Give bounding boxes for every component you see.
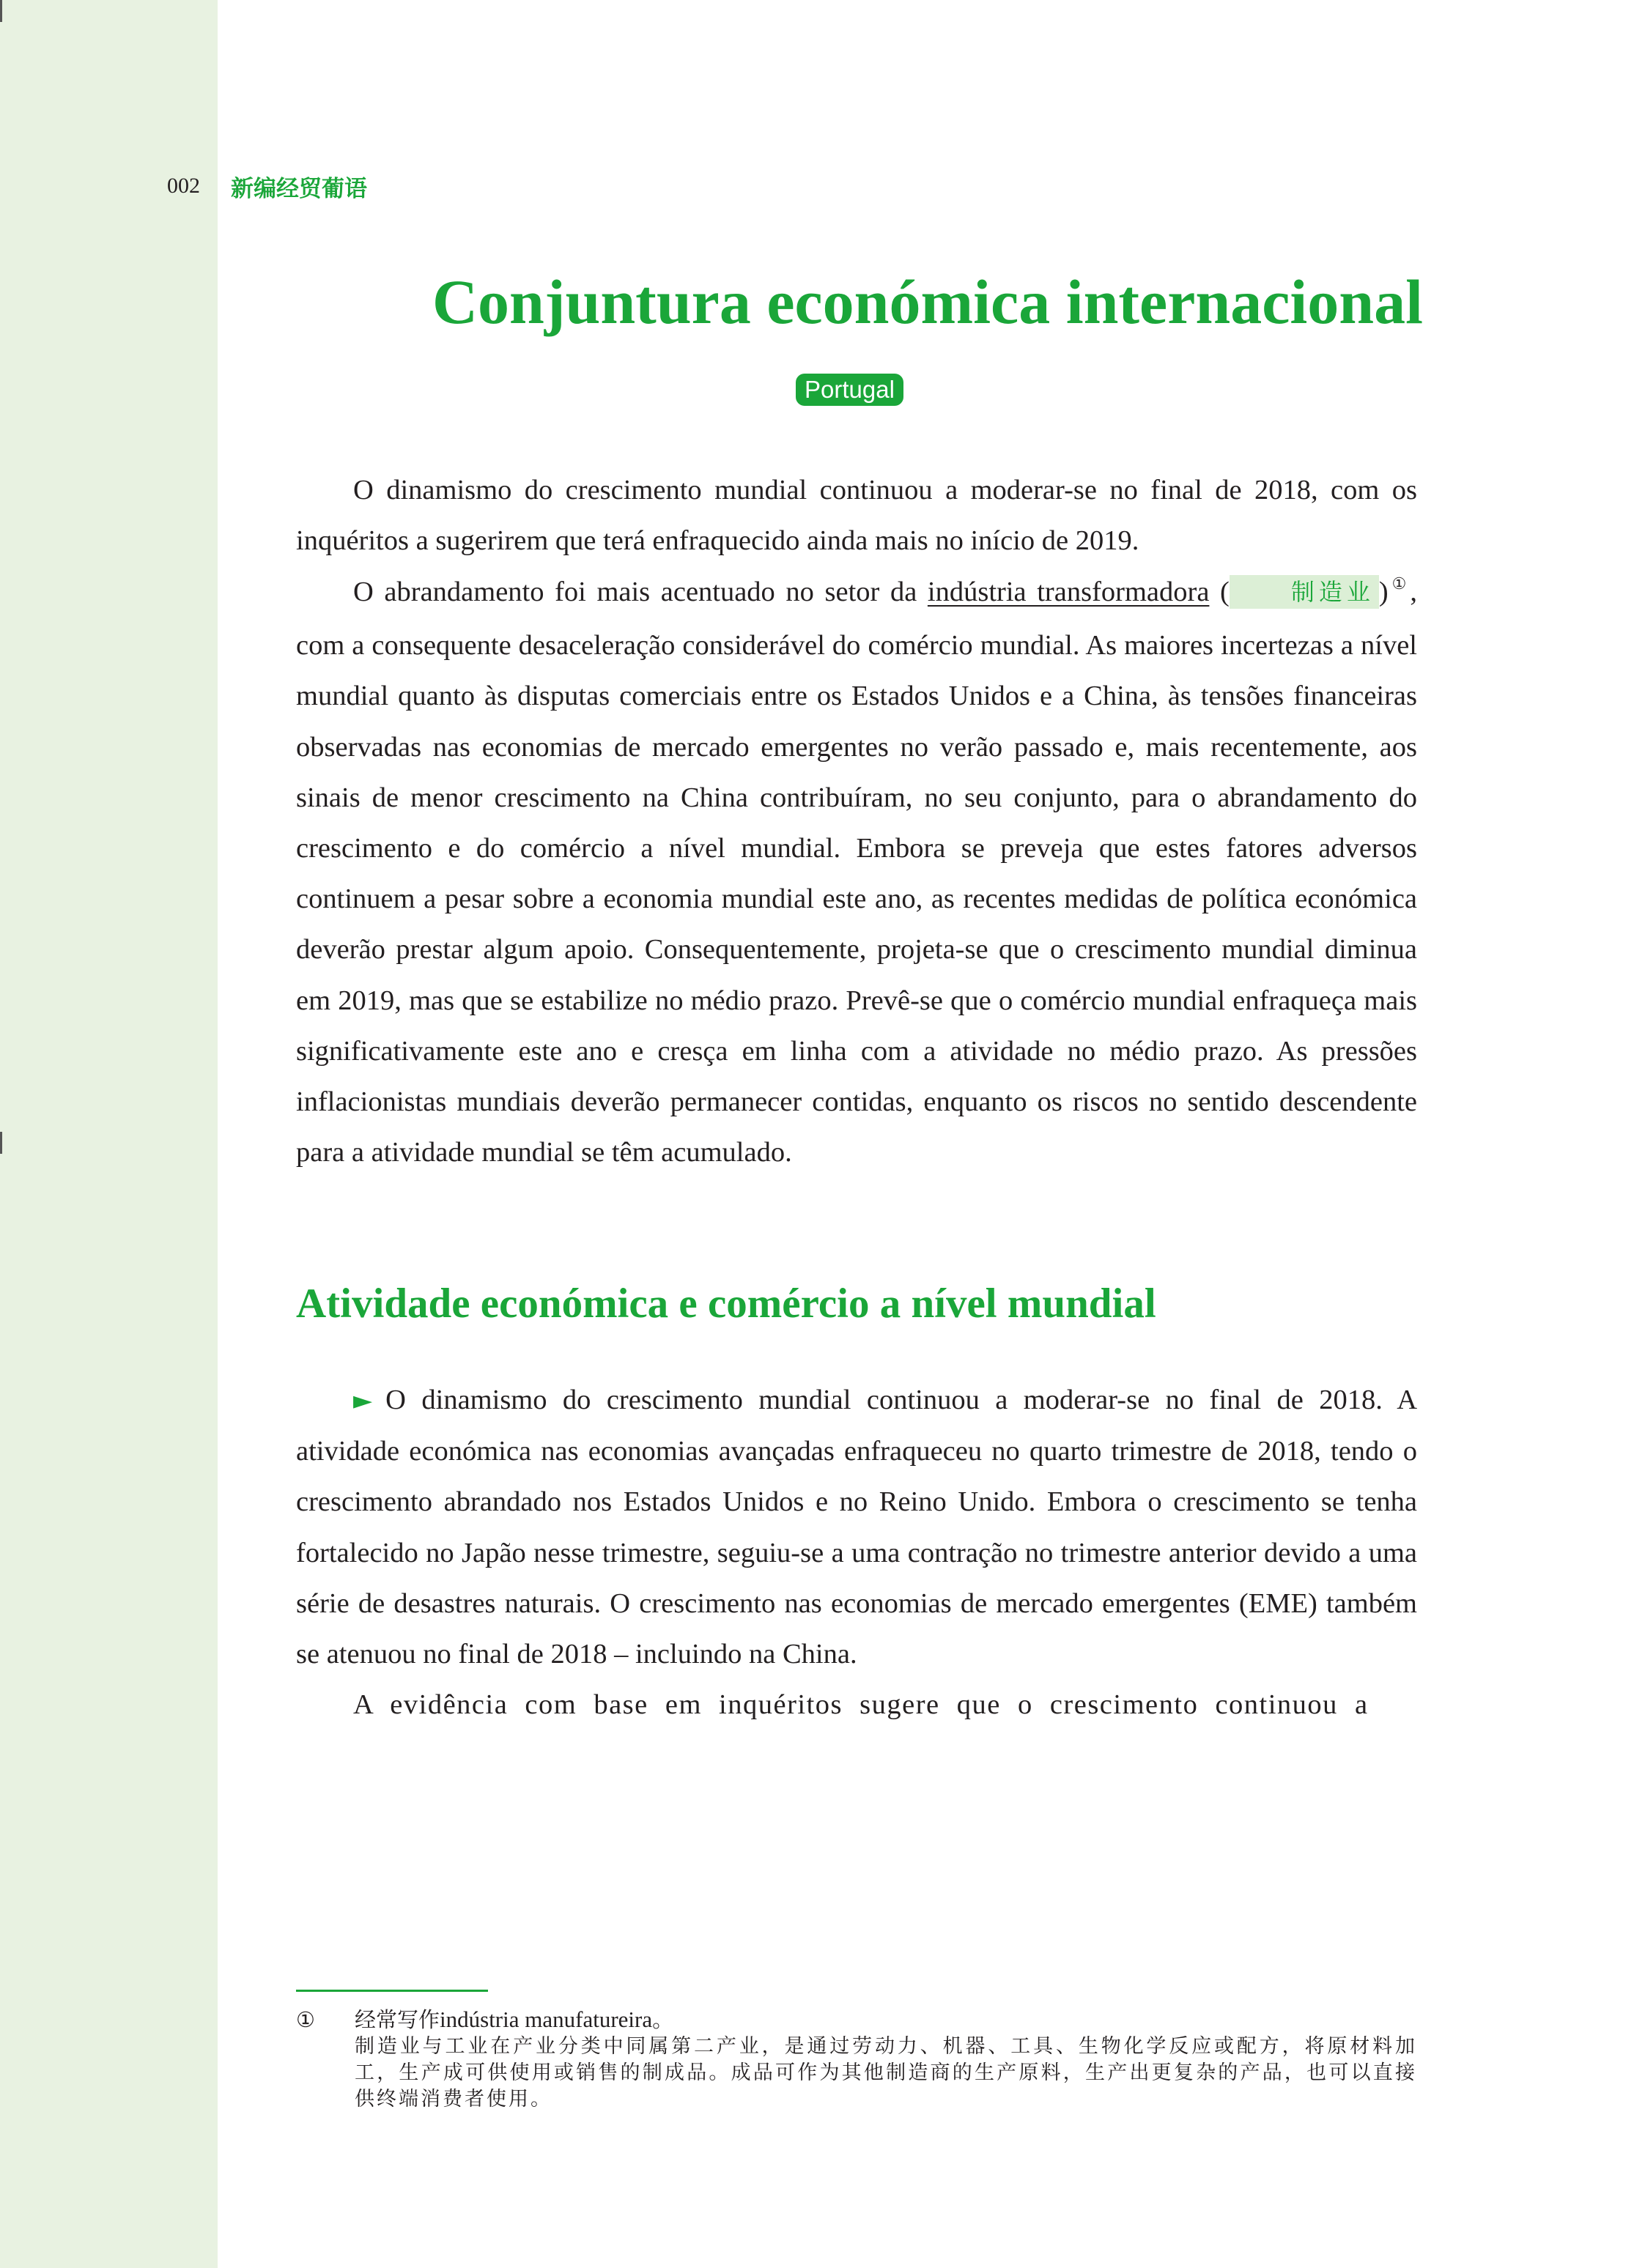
- intro-paragraph-1: [296, 465, 1417, 566]
- footnote-reference[interactable]: ①: [1388, 574, 1411, 593]
- footnote-term: indústria manufatureira: [440, 2006, 653, 2032]
- vocab-term: indústria transformadora: [927, 577, 1210, 607]
- section-body: [296, 1375, 1417, 1730]
- paragraph-text: [296, 567, 1417, 1178]
- paren-close: ): [1378, 577, 1389, 607]
- paragraph-continuation: , com a consequente desaceleração considerável do comércio mundial. As maiores incertezas a nível mundial quanto às disputas comerciais entre os Estados Unidos e a China, às tensões financeiras observadas nas economias de mercado emergentes no verão passado e, mais recentemente, aos sinais de menor crescimento na China contribuíram, no seu conjunto, para o abrandamento do crescimento e do comércio a nível mundial. Embora se preveja que estes fatores adversos continuem a pesar sobre a economia mundial este ano, as recentes medidas de política económica deverão prestar algum apoio. Consequentemente, projeta-se que o crescimento mundial diminua em 2019, mas que se estabilize no médio prazo. Prevê-se que o comércio mundial enfraqueça mais significativamente este ano e cresça em linha com a atividade no médio prazo. As pressões inflacionistas mundiais deverão permanecer contidas, enquanto os riscos no sentido descendente para a atividade mundial se têm acumulado.: [296, 577, 1418, 1168]
- footnote: [296, 2006, 1417, 2113]
- book-title: 新编经贸葡语: [231, 175, 367, 201]
- article-title: Conjuntura económica internacional: [432, 267, 1424, 337]
- footnote-prefix: 经常写作: [355, 2007, 440, 2032]
- section-paragraph-1: [296, 1375, 1417, 1680]
- running-header: [167, 170, 367, 202]
- paragraph-text: O dinamismo do crescimento mundial continuou a moderar-se no final de 2018. A atividade económica nas economias avançadas enfraqueceu no quarto trimestre de 2018, tendo o crescimento abrandado nos Estados Unidos e no Reino Unido. Embora o crescimento se tenha fortalecido no Japão nesse trimestre, seguiu-se a uma contração no trimestre anterior devido a uma série de desastres naturais. O crescimento nas economias de mercado emergentes (EME) também se atenuou no final de 2018 – incluindo na China.: [296, 1385, 1417, 1670]
- section-heading: Atividade económica e comércio a nível mundial: [296, 1281, 1156, 1327]
- crop-mark-top: [0, 0, 2, 22]
- paren-open: (: [1209, 577, 1230, 607]
- arrow-bullet-icon: ►: [353, 1386, 373, 1415]
- footnote-body: [355, 2006, 1417, 2113]
- footnote-explanation: 制造业与工业在产业分类中同属第二产业，是通过劳动力、机器、工具、生物化学反应或配方，将原材料加工，生产成可供使用或销售的制成品。成品可作为其他制造商的生产原料，生产出更复杂的产品，也可以直接供终端消费者使用。: [355, 2035, 1417, 2110]
- footnote-mark: ①: [296, 2007, 315, 2032]
- footnote-suffix: 。: [652, 2007, 674, 2032]
- margin-band: [0, 0, 218, 2268]
- source-badge-wrapper: [796, 374, 903, 406]
- vocab-term-chinese: 制造业: [1230, 575, 1379, 609]
- footnote-divider: [296, 1990, 488, 1992]
- paragraph-text: O dinamismo do crescimento mundial continuou a moderar-se no final de 2018, com os inquéritos a sugerirem que terá enfraquecido ainda mais no início de 2019.: [296, 475, 1417, 557]
- source-badge: Portugal: [796, 374, 903, 406]
- page-number: 002: [167, 174, 200, 198]
- section-paragraph-2: A evidência com base em inquéritos sugere que o crescimento continuou a: [353, 1689, 1369, 1721]
- intro-paragraph-2: [296, 567, 1417, 1178]
- crop-mark-middle: [0, 1132, 2, 1154]
- footnote-first-line: [355, 2006, 1417, 2034]
- paragraph-lead: O abrandamento foi mais acentuado no setor da: [353, 577, 928, 607]
